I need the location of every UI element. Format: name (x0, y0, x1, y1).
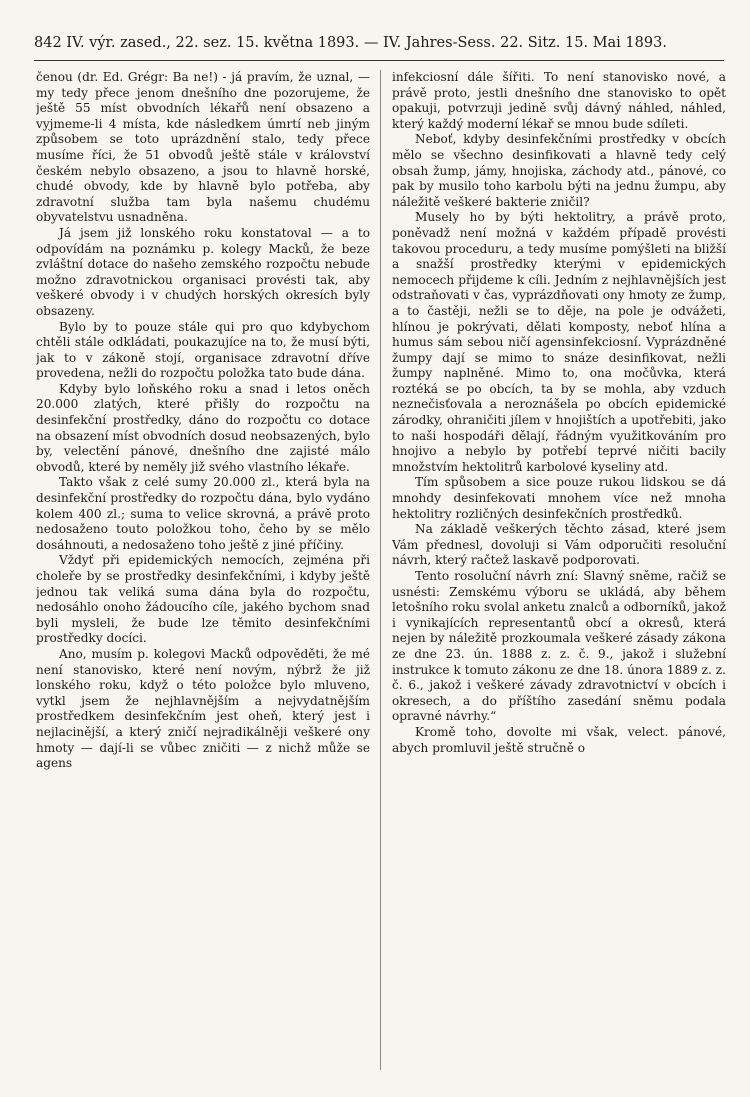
paragraph: infekciosní dále šířiti. To není stanovisko nové, a právě proto, jestli dnešního dne stanovisko to opět opakuji, potvrzuji jedině svůj dávný náhled, náhled, který každý moderní lékař se mnou bude sdíleti. (392, 70, 726, 131)
paragraph: Takto však z celé sumy 20.000 zl., která byla na desinfekční prostředky do rozpočtu dána, bylo vydáno kolem 400 zl.; suma to velice skrovná, a právě proto nedosaženo touto položkou toho, čeho by se mělo dosáhnouti, a nedosaženo toho ještě z jiné příčiny. (36, 475, 370, 552)
paragraph: Ano, musím p. kolegovi Macků odpověděti, že mé není stanovisko, které není novým, nýbrž že již lonského roku, když o této položce bylo mluveno, vytkl jsem že nejhlavnějším a nejvydatnějším prostředkem desinfekčním jest oheň, který jest i nejlacinější, a který zničí nejradikálněji veškeré ony hmoty — dají-li se vůbec zničiti — z nichž může se agens (36, 646, 370, 771)
paragraph: čenou (dr. Ed. Grégr: Ba ne!) - já pravím, že uznal, — my tedy přece jenom dnešního dne pozorujeme, že ještě 55 míst obvodních lékařů není obsazeno a vyjmeme-li 4 místa, kde následkem úmrtí neb jiným způsobem se toto uprázdnění stalo, tedy přece musíme říci, že 51 obvodů ještě stále v království českém nebylo obsazeno, a jsou to hlavně horské, chudé obvody, kde by hlavně bylo potřeba, aby zdravotní služba tam byla našemu chudému obyvatelstvu usnadněna. (36, 70, 370, 225)
paragraph: Já jsem již lonského roku konstatoval — a to odpovídám na poznámku p. kolegy Macků, že beze zvláštní dotace do našeho zemského rozpočtu nebude možno zdravotnickou organisaci provésti tak, aby veškeré obvody i v chudých horských okresích byly obsazeny. (36, 225, 370, 318)
paragraph: Vždyť při epidemických nemocích, zejména při choleře by se prostředky desinfekčními, i kdyby ještě jednou tak veliká suma dána byla do rozpočtu, nedosáhlo onoho žádoucího cíle, jakého bychom snad byli mysleli, že bude lze těmito desinfekčními prostředky docíci. (36, 553, 370, 646)
paragraph: Na základě veškerých těchto zásad, které jsem Vám přednesl, dovoluji si Vám odporučiti resoluční návrh, který račtež laskavě podporovati. (392, 522, 726, 568)
paragraph: Tím spůsobem a sice pouze rukou lidskou se dá mnohdy desinfekovati mnohem více než mnoha hektolitry rozličných desinfekčních prostředků. (392, 475, 726, 521)
paragraph: Tento rosoluční návrh zní: Slavný sněme, račiž se usnésti: Zemskému výboru se ukládá, aby během letošního roku svolal anketu znalců a odborníků, jakož i vynikajících representantů obcí a okresů, která nejen by náležitě prozkoumala veškeré zásady zákona ze dne 23. ún. 1888 z. z. č. 9., jakož i služební instrukce k tomuto zákonu ze dne 18. února 1889 z. z. č. 6., jakož i veškeré závady zdravotnictví v obcích i okresech, a do příštího zasedání sněmu podala opravné návrhy.“ (392, 569, 726, 724)
paragraph: Bylo by to pouze stále qui pro quo kdybychom chtěli stále odkládati, poukazujíce na to, že musí býti, jak to v zákoně stojí, organisace zdravotní dříve provedena, nežli do rozpočtu položka tato bude dána. (36, 319, 370, 381)
header-rule (34, 60, 724, 61)
right-column (392, 70, 726, 1080)
left-column (36, 70, 370, 1080)
column-divider (380, 70, 381, 1070)
paragraph: Kromě toho, dovolte mi však, velect. pánové, abych promluvil ještě stručně o (392, 724, 726, 755)
paragraph: Kdyby bylo loňského roku a snad i letos oněch 20.000 zlatých, které přišly do rozpočtu na desinfekční prostředky, dáno do rozpočtu co dotace na obsazení míst obvodních dosud neobsazených, bylo by, velectění pánové, dnešního dne zajisté málo obvodů, které by neměly již svého vlastního lékaře. (36, 381, 370, 474)
paragraph: Neboť, kdyby desinfekčními prostředky v obcích mělo se všechno desinfikovati a hlavně tedy celý obsah žump, jámy, hnojiska, záchody atd., pánové, co pak by musilo toho karbolu býti na jednu žumpu, aby náležitě veškeré bakterie zničil? (392, 132, 726, 209)
paragraph: Musely ho by býti hektolitry, a právě proto, poněvadž není možná v každém případě provésti takovou proceduru, a tedy musíme pomýšleti na bližší a snažší prostředky kterými v epidemických nemocech přijdeme k cíli. Jedním z nejhlavnějších jest odstraňovati v čas, vyprázdňovati ony hmoty ze žump, a to častěji, nežli se to děje, na pole je odvážeti, hlínou je pokrývati, dělati komposty, neboť hlína a humus sám sebou ničí agensinfekciosní. Vyprázdněné žumpy dají se mimo to snáze desinfikovat, nežli žumpy naplněné. Mimo to, ona močůvka, která roztéká se po obcích, ta by se mohla, aby vzduch neznečisťovala a neroznášela po obcích epidemické zárodky, ohraničiti jílem v hnojištích a upotřebiti, jako to naši hospodáři dělají, řádným využitkováním pro hnojivo a nebylo by potřebí teprvé ničiti bacily množstvím hektolitrů karbolové kyseliny atd. (392, 210, 726, 474)
page-header: 842 IV. výr. zased., 22. sez. 15. května 1893. — IV. Jahres-Sess. 22. Sitz. 15. Mai 1893. (34, 35, 667, 51)
